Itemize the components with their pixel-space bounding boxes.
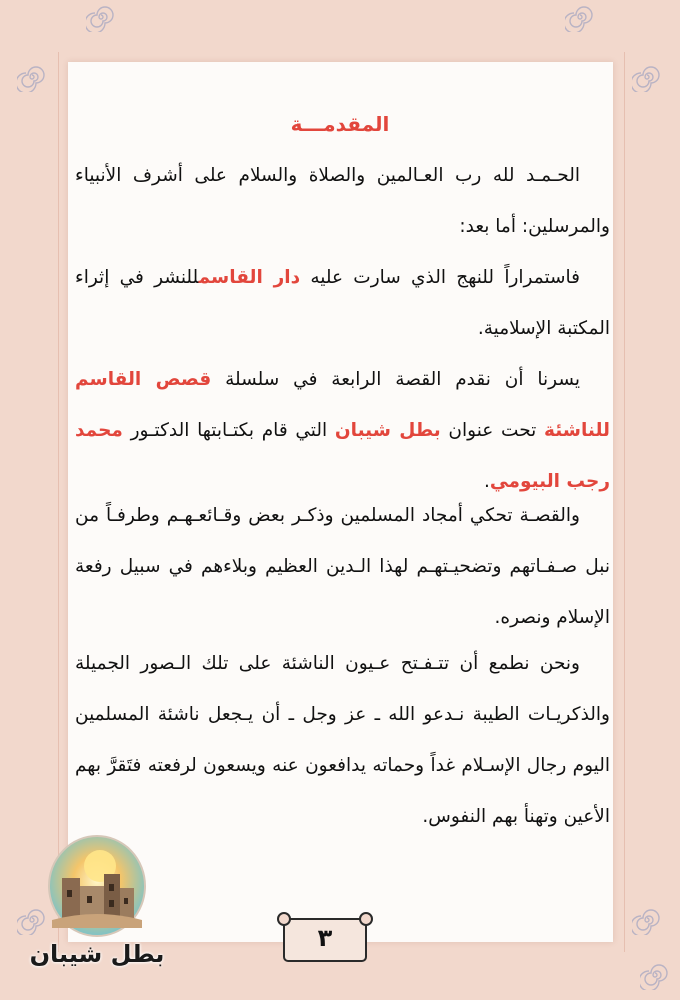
spiral-ornament-icon <box>17 62 47 92</box>
spiral-ornament-icon <box>640 960 670 990</box>
page-number: ٣ <box>317 924 333 952</box>
paragraph-hope <box>75 638 610 842</box>
book-title: بطل شيبان <box>334 420 441 441</box>
hope-text: ونحن نطمع أن تتـفـتح عـيون الناشئة على تلك الـصور الجميلة والذكريـات الطيبة نـدعو الله ـ عز وجل ـ أن يـجعل ناشئة المسلمين اليوم رجال الإسـلام غداً وحماته يدافعون عنه ويسعون لرفعته فتَقرَّ بهم الأعين وتهنأ بهم النفوس. <box>75 653 610 827</box>
page-heading: المقدمـــة <box>290 112 390 136</box>
paragraph-series <box>75 354 610 507</box>
publisher-name: دار القاسم <box>198 267 301 288</box>
paragraph-story <box>75 490 610 643</box>
series-name: قصص القاسم للناشئة <box>75 369 610 441</box>
book-logo <box>22 828 172 978</box>
paragraph-intro <box>75 150 610 252</box>
story-text: والقصـة تحكي أمجاد المسلمين وذكـر بعض وقـائعـهـم وطرفـاً من نبل صـفـاتهم وتضحيـتهـم لهذا الـدين العظيم وبلاءهم في سبيل رفعة الإسلام ونصره. <box>75 505 610 628</box>
intro-text: الحـمـد لله رب العـالمين والصلاة والسلام على أشرف الأنبياء والمرسلين: أما بعد: <box>75 165 610 237</box>
author-name: محمد رجب البيومي <box>75 420 610 492</box>
page-number-frame <box>283 918 367 962</box>
series-text-mid: تحت عنوان <box>448 420 537 441</box>
spiral-ornament-icon <box>86 2 116 32</box>
spiral-ornament-icon <box>565 2 595 32</box>
logo-title: بطل شيبان <box>29 940 165 968</box>
castle-sunset-illustration <box>22 828 172 943</box>
publisher-text-after: للنشر في إثراء المكتبة الإسلامية. <box>75 267 610 339</box>
publisher-text-before: فاستمراراً للنهج الذي سارت عليه <box>310 267 581 288</box>
spiral-ornament-icon <box>632 62 662 92</box>
paragraph-publisher <box>75 252 610 354</box>
series-text-mid2: التي قام بكتـابتها الدكتـور <box>130 420 328 441</box>
spiral-ornament-icon <box>632 905 662 935</box>
series-text-end: . <box>483 471 490 492</box>
series-text-before: يسرنا أن نقدم القصة الرابعة في سلسلة <box>225 369 580 390</box>
